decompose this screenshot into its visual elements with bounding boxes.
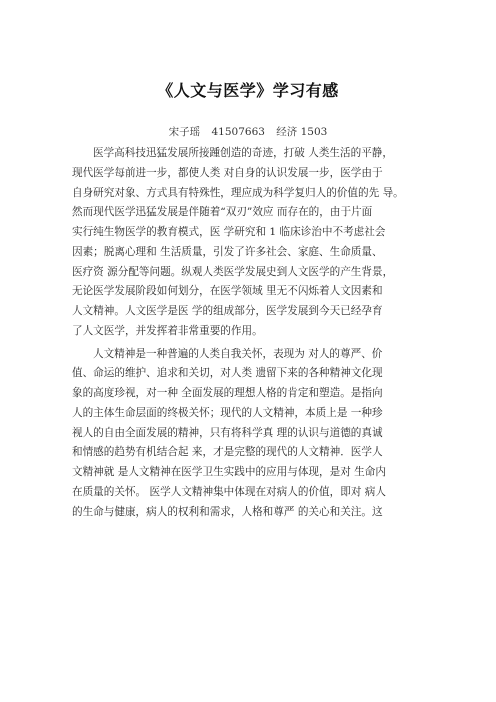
- document-title: 《人文与医学》学习有感: [157, 81, 339, 100]
- paragraph-1-line: 自身研究对象、方式具有特殊性，理应成为科学复归人的价值的先 导。: [72, 186, 404, 199]
- paragraph-2-line: 的生命与健康，病人的权利和需求，人格和尊严 的关心和关注。这: [72, 505, 383, 518]
- author-name: 宋子瑶: [168, 126, 201, 138]
- author-byline: [0, 124, 496, 139]
- paragraph-1-line: 然而现代医学迅猛发展是伴随着“双刃”效应 而存在的，由于片面: [72, 206, 373, 219]
- paragraph-1-line: 因素；脱离心理和 生活质量，引发了许多社会、家庭、生命质量、: [72, 245, 383, 258]
- paragraph-1-line: 人文精神。人文医学是医 学的组成部分，医学发展到今天已经孕育: [72, 305, 383, 317]
- paragraph-2-line: 视人的自由全面发展的精神，只有将科学真 理的认识与道德的真诚: [72, 426, 383, 439]
- paragraph-1-line: 现代医学每前进一步，都使人类 对自身的认识发展一步，医学由于: [72, 166, 383, 179]
- paragraph-2-line: 人文精神是一种普遍的人类自我关怀，表现为 对人的尊严、价: [93, 347, 383, 360]
- class-name: 经济 1503: [276, 126, 328, 138]
- paragraph-1-line: 医学高科技迅猛发展所接踵创造的奇迹，打破 人类生活的平静，: [93, 147, 393, 159]
- paragraph-2-line: 和情感的趋势有机结合起 来，才是完整的现代的人文精神．医学人: [72, 446, 383, 459]
- paragraph-2-line: 在质量的关怀。 医学人文精神集中体现在对病人的价值，即对 病人: [72, 485, 386, 498]
- paragraph-2-line: 人的主体生命层面的终极关怀；现代的人文精神，本质上是 一种珍: [72, 406, 383, 419]
- paragraph-1-line: 医疗资 源分配等问题。纵观人类医学发展史到人文医学的产生背景，: [72, 265, 394, 278]
- student-id: 41507663: [211, 126, 265, 138]
- paragraph-2-line: 文精神就 是人文精神在医学卫生实践中的应用与体现，是对 生命内: [72, 466, 386, 478]
- paragraph-2-line: 值、命运的维护、追求和关切，对人类 遗留下来的各种精神文化现: [72, 367, 383, 380]
- paragraph-1-line: 无论医学发展阶段如何划分，在医学领域 里无不闪烁着人文因素和: [72, 285, 383, 298]
- paragraph-1-line: 了人文医学，并发挥着非常重要的作用。: [72, 324, 263, 337]
- paragraph-2-line: 象的高度珍视，对一种 全面发展的理想人格的肯定和塑造。是指向: [72, 387, 383, 399]
- paragraph-1-line: 实行纯生物医学的教育模式，医 学研究和 1 临床诊治中不考虑社会: [72, 226, 386, 238]
- body-text: [72, 144, 442, 522]
